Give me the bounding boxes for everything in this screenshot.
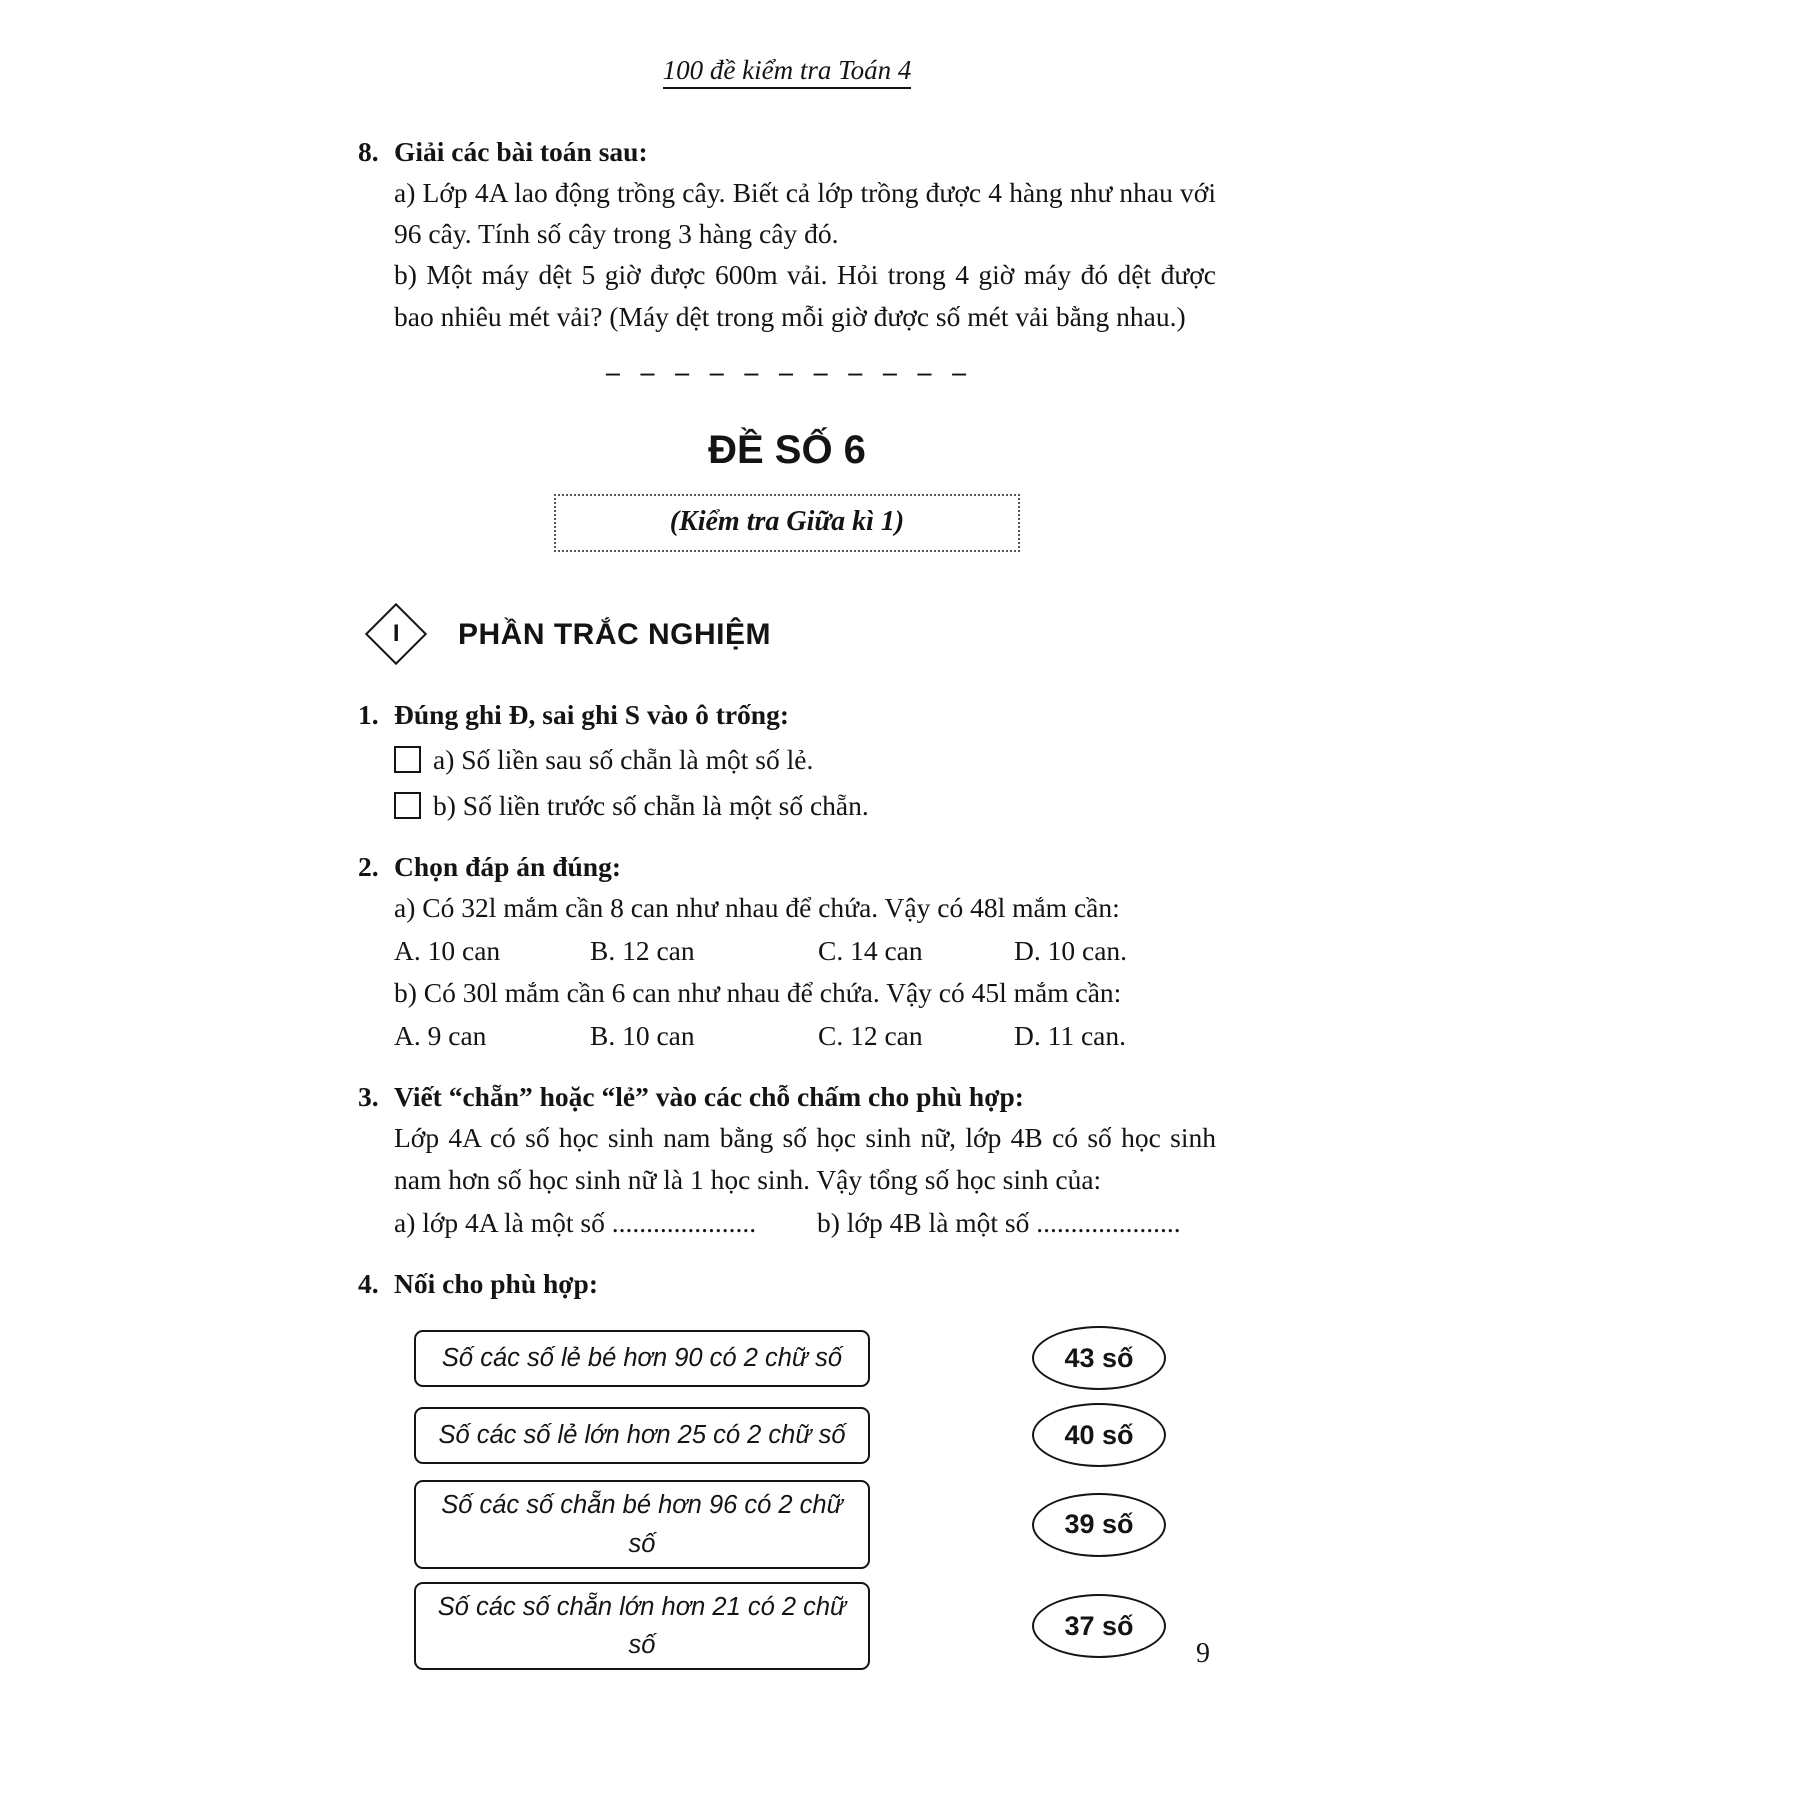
match-row: [414, 1480, 1216, 1569]
page-content: [358, 50, 1216, 1683]
matching-exercise: [358, 1326, 1216, 1670]
question-4-title-text: Nối cho phù hợp:: [394, 1268, 598, 1299]
question-1-item-b: [358, 785, 1216, 826]
question-1-number: 1.: [358, 699, 379, 730]
page-number: 9: [1196, 1638, 1210, 1669]
section-marker-label: I: [392, 619, 400, 647]
question-3-answer-a: a) lớp 4A là một số .....................: [394, 1206, 757, 1238]
section-title: PHẦN TRẮC NGHIỆM: [458, 617, 771, 651]
option-2a-C: C. 14 can: [818, 935, 923, 967]
match-statement-1[interactable]: Số các số lẻ bé hơn 90 có 2 chữ số: [414, 1330, 870, 1387]
question-1: [358, 694, 1216, 826]
answer-checkbox-b[interactable]: [394, 792, 421, 819]
question-3-number: 3.: [358, 1081, 379, 1112]
question-4-title: [358, 1263, 1216, 1304]
match-statement-3[interactable]: Số các số chẵn bé hơn 96 có 2 chữ số: [414, 1480, 870, 1569]
question-2a-options: [358, 930, 1216, 971]
question-4: [358, 1263, 1216, 1670]
match-answer-2[interactable]: 40 số: [1032, 1403, 1166, 1467]
problem-8: [358, 131, 1216, 337]
match-answer-1[interactable]: 43 số: [1032, 1326, 1166, 1390]
option-2b-D: D. 11 can.: [1014, 1019, 1127, 1051]
option-2b-B: B. 10 can: [590, 1019, 695, 1051]
match-statement-4[interactable]: Số các số chẵn lớn hơn 21 có 2 chữ số: [414, 1582, 870, 1671]
question-3-answers: [358, 1202, 1216, 1243]
problem-8-title-text: Giải các bài toán sau:: [394, 135, 648, 167]
question-1-item-a-text: a) Số liền sau số chẵn là một số lẻ.: [433, 744, 814, 776]
question-3-title-text: Viết “chẵn” hoặc “lẻ” vào các chỗ chấm cho phù hợp:: [394, 1081, 1024, 1112]
match-statement-2[interactable]: Số các số lẻ lớn hơn 25 có 2 chữ số: [414, 1407, 870, 1464]
question-2-number: 2.: [358, 850, 379, 882]
section-separator: – – – – – – – – – – –: [606, 355, 968, 387]
question-2-title-text: Chọn đáp án đúng:: [394, 850, 621, 882]
match-row: [414, 1582, 1216, 1671]
problem-8a-text: a) Lớp 4A lao động trồng cây. Biết cả lớp trồng được 4 hàng như nhau với 96 cây. Tính số cây trong 3 hàng cây đó.: [394, 176, 1216, 249]
question-3-body: Lớp 4A có số học sinh nam bằng số học sinh nữ, lớp 4B có số học sinh nam hơn số học sinh nữ là 1 học sinh. Vậy tổng số học sinh của:: [394, 1122, 1216, 1195]
question-2: [358, 846, 1216, 1056]
question-3-answer-b: b) lớp 4B là một số .....................: [817, 1206, 1181, 1238]
problem-8-title: [358, 131, 1216, 172]
test-title: ĐỀ SỐ 6: [708, 428, 866, 472]
section-heading: [358, 604, 1216, 664]
match-answer-4[interactable]: 37 số: [1032, 1594, 1166, 1658]
problem-8-number: 8.: [358, 135, 379, 167]
question-1-item-b-text: b) Số liền trước số chẵn là một số chẵn.: [433, 789, 869, 821]
match-row: [414, 1326, 1216, 1390]
question-3: [358, 1076, 1216, 1243]
option-2a-A: A. 10 can: [394, 935, 501, 967]
book-title: 100 đề kiểm tra Toán 4: [663, 55, 912, 89]
section-marker-diamond-icon: [365, 603, 427, 665]
question-1-item-a: [358, 739, 1216, 780]
option-2b-A: A. 9 can: [394, 1019, 487, 1051]
running-header: [358, 50, 1216, 91]
problem-8b-text: b) Một máy dệt 5 giờ được 600m vải. Hỏi trong 4 giờ máy đó dệt được bao nhiêu mét vải? (Máy dệt trong mỗi giờ được số mét vải bằng nhau.): [394, 259, 1216, 332]
question-4-number: 4.: [358, 1268, 379, 1299]
test-subtitle: (Kiểm tra Giữa kì 1): [669, 506, 905, 537]
option-2a-B: B. 12 can: [590, 935, 695, 967]
question-2b-options: [358, 1015, 1216, 1056]
answer-checkbox-a[interactable]: [394, 746, 421, 773]
question-1-title: [358, 694, 1216, 735]
question-2-title: [358, 846, 1216, 887]
match-answer-3[interactable]: 39 số: [1032, 1493, 1166, 1557]
match-row: [414, 1403, 1216, 1467]
question-2b-text: b) Có 30l mắm cần 6 can như nhau để chứa. Vậy có 45l mắm cần:: [394, 976, 1122, 1008]
test-subtitle-box: [554, 494, 1020, 552]
question-3-title: [358, 1076, 1216, 1117]
question-2a-text: a) Có 32l mắm cần 8 can như nhau để chứa. Vậy có 48l mắm cần:: [394, 892, 1120, 923]
option-2b-C: C. 12 can: [818, 1019, 923, 1051]
question-1-title-text: Đúng ghi Đ, sai ghi S vào ô trống:: [394, 699, 790, 730]
option-2a-D: D. 10 can.: [1014, 935, 1128, 967]
